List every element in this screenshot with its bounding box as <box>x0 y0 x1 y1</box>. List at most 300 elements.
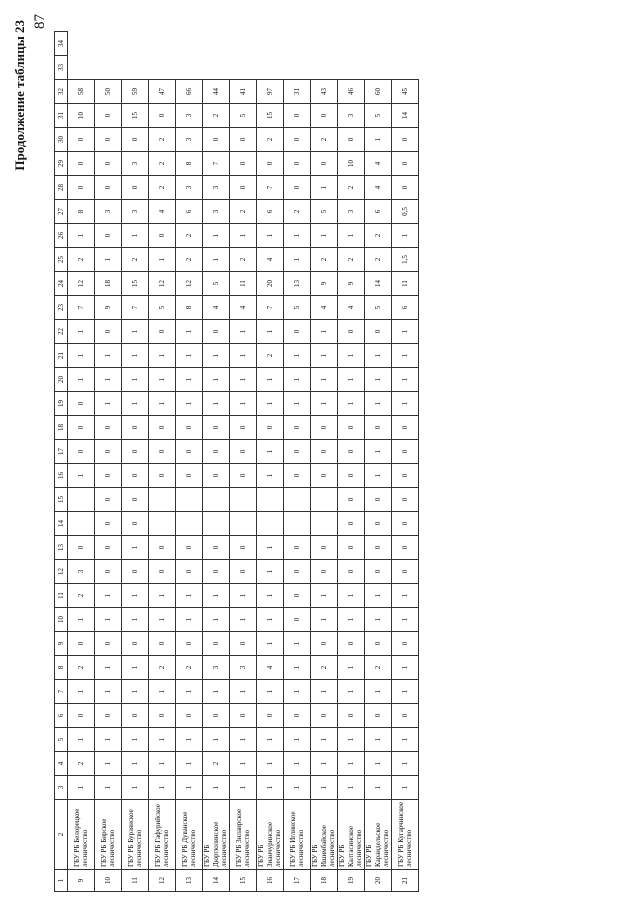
column-header: 22 <box>55 320 68 344</box>
column-header: 13 <box>55 536 68 560</box>
value-cell: 3 <box>68 560 95 584</box>
value-cell: 0 <box>230 128 257 152</box>
value-cell: 0 <box>95 104 122 128</box>
value-cell: 1 <box>203 776 230 800</box>
value-cell: 0 <box>176 416 203 440</box>
value-cell: 2 <box>230 248 257 272</box>
value-cell: 7 <box>203 152 230 176</box>
value-cell: 11 <box>230 272 257 296</box>
value-cell: 0 <box>338 464 365 488</box>
value-cell: 1 <box>95 728 122 752</box>
value-cell: 2 <box>311 656 338 680</box>
value-cell: 2 <box>365 248 392 272</box>
value-cell: 1 <box>392 584 419 608</box>
column-header: 4 <box>55 752 68 776</box>
value-cell: 1 <box>68 464 95 488</box>
value-cell: 9 <box>95 296 122 320</box>
value-cell: 10 <box>68 104 95 128</box>
value-cell: 7 <box>122 296 149 320</box>
value-cell: 0 <box>365 632 392 656</box>
forestry-name: ГБУ РБ Бирское лесничество <box>95 800 122 870</box>
value-cell: 1 <box>284 224 311 248</box>
value-cell: 0 <box>176 632 203 656</box>
value-cell: 1 <box>257 632 284 656</box>
column-header: 29 <box>55 152 68 176</box>
value-cell: 3 <box>122 200 149 224</box>
value-cell: 1 <box>68 344 95 368</box>
value-cell: 0 <box>230 632 257 656</box>
value-cell: 1 <box>230 320 257 344</box>
value-cell: 1 <box>176 776 203 800</box>
value-cell: 15 <box>257 104 284 128</box>
column-header: 15 <box>55 488 68 512</box>
value-cell: 1 <box>311 392 338 416</box>
value-cell: 1,5 <box>392 248 419 272</box>
column-header: 2 <box>55 800 68 870</box>
value-cell: 0 <box>176 704 203 728</box>
value-cell <box>230 512 257 536</box>
value-cell: 1 <box>230 584 257 608</box>
value-cell: 1 <box>284 680 311 704</box>
value-cell: 1 <box>149 344 176 368</box>
value-cell: 0 <box>95 560 122 584</box>
value-cell: 0 <box>230 176 257 200</box>
value-cell: 0 <box>392 632 419 656</box>
row-number: 17 <box>284 870 311 892</box>
value-cell: 0 <box>122 488 149 512</box>
value-cell: 1 <box>365 584 392 608</box>
value-cell: 0 <box>203 632 230 656</box>
value-cell <box>311 512 338 536</box>
value-cell: 1 <box>176 344 203 368</box>
value-cell <box>68 488 95 512</box>
value-cell: 0 <box>68 536 95 560</box>
value-cell: 2 <box>176 656 203 680</box>
value-cell: 0 <box>149 224 176 248</box>
value-cell: 0 <box>230 416 257 440</box>
value-cell: 1 <box>122 224 149 248</box>
value-cell: 1 <box>284 368 311 392</box>
value-cell: 1 <box>311 680 338 704</box>
value-cell: 7 <box>68 296 95 320</box>
value-cell: 1 <box>149 728 176 752</box>
value-cell: 0 <box>68 416 95 440</box>
value-cell: 1 <box>311 752 338 776</box>
value-cell: 1 <box>122 320 149 344</box>
value-cell: 1 <box>365 728 392 752</box>
value-cell: 1 <box>338 752 365 776</box>
value-cell: 12 <box>176 272 203 296</box>
value-cell: 45 <box>392 80 419 104</box>
value-cell: 0 <box>392 560 419 584</box>
value-cell: 0 <box>68 440 95 464</box>
table-caption: Продолжение таблицы 23 <box>12 20 27 171</box>
table-row <box>230 32 257 892</box>
value-cell: 4 <box>257 248 284 272</box>
value-cell: 0 <box>284 104 311 128</box>
value-cell: 0 <box>149 104 176 128</box>
value-cell: 0 <box>365 560 392 584</box>
value-cell: 1 <box>203 728 230 752</box>
value-cell: 0 <box>122 632 149 656</box>
value-cell: 1 <box>392 728 419 752</box>
value-cell: 14 <box>365 272 392 296</box>
value-cell: 12 <box>68 272 95 296</box>
value-cell <box>203 512 230 536</box>
value-cell: 1 <box>365 680 392 704</box>
value-cell: 0 <box>95 224 122 248</box>
value-cell: 1 <box>392 680 419 704</box>
column-header: 33 <box>55 56 68 80</box>
value-cell: 0 <box>338 320 365 344</box>
value-cell: 1 <box>95 584 122 608</box>
value-cell: 1 <box>392 776 419 800</box>
value-cell: 0 <box>392 440 419 464</box>
value-cell: 0 <box>95 704 122 728</box>
value-cell: 0 <box>257 704 284 728</box>
value-cell: 1 <box>95 248 122 272</box>
value-cell: 0 <box>68 392 95 416</box>
value-cell: 0 <box>149 536 176 560</box>
value-cell: 1 <box>176 584 203 608</box>
value-cell: 0 <box>284 128 311 152</box>
value-cell: 1 <box>338 656 365 680</box>
value-cell: 0 <box>311 464 338 488</box>
value-cell: 7 <box>257 296 284 320</box>
value-cell: 0 <box>230 560 257 584</box>
value-cell: 6 <box>392 296 419 320</box>
value-cell: 1 <box>257 440 284 464</box>
value-cell: 2 <box>68 584 95 608</box>
value-cell: 9 <box>338 272 365 296</box>
value-cell: 1 <box>284 728 311 752</box>
column-header: 18 <box>55 416 68 440</box>
value-cell: 0 <box>284 320 311 344</box>
value-cell: 0 <box>203 560 230 584</box>
value-cell: 0 <box>392 128 419 152</box>
value-cell: 0 <box>122 440 149 464</box>
value-cell: 0 <box>284 176 311 200</box>
value-cell: 0 <box>176 440 203 464</box>
value-cell: 0 <box>284 416 311 440</box>
value-cell: 1 <box>365 368 392 392</box>
value-cell: 1 <box>95 680 122 704</box>
value-cell: 1 <box>122 344 149 368</box>
value-cell: 8 <box>176 152 203 176</box>
value-cell: 6 <box>176 200 203 224</box>
value-cell: 7 <box>257 176 284 200</box>
table-row <box>122 32 149 892</box>
value-cell: 3 <box>203 656 230 680</box>
value-cell: 1 <box>95 608 122 632</box>
value-cell: 1 <box>392 320 419 344</box>
value-cell: 8 <box>68 200 95 224</box>
value-cell: 2 <box>365 224 392 248</box>
value-cell: 0 <box>68 152 95 176</box>
column-header: 6 <box>55 704 68 728</box>
table-row <box>284 32 311 892</box>
value-cell: 1 <box>122 752 149 776</box>
value-cell: 8 <box>176 296 203 320</box>
column-header: 11 <box>55 584 68 608</box>
value-cell: 5 <box>230 104 257 128</box>
value-cell: 1 <box>230 776 257 800</box>
value-cell: 0 <box>95 536 122 560</box>
value-cell: 1 <box>176 608 203 632</box>
value-cell: 0 <box>392 152 419 176</box>
column-header: 8 <box>55 656 68 680</box>
forestry-name: ГБУ РБ Иглинское лесничество <box>284 800 311 870</box>
value-cell: 0 <box>203 440 230 464</box>
value-cell: 0 <box>68 704 95 728</box>
value-cell: 0 <box>257 152 284 176</box>
value-cell: 1 <box>230 392 257 416</box>
value-cell: 1 <box>122 608 149 632</box>
value-cell: 0 <box>122 560 149 584</box>
value-cell: 15 <box>122 104 149 128</box>
table-row <box>365 32 392 892</box>
column-header: 14 <box>55 512 68 536</box>
value-cell: 0 <box>68 176 95 200</box>
value-cell: 0 <box>68 128 95 152</box>
value-cell: 1 <box>392 368 419 392</box>
value-cell: 0 <box>392 176 419 200</box>
value-cell: 1 <box>284 656 311 680</box>
value-cell: 1 <box>203 368 230 392</box>
row-number: 14 <box>203 870 230 892</box>
forestry-name: ГБУ РБ Белорецкое лесничество <box>68 800 95 870</box>
value-cell: 47 <box>149 80 176 104</box>
value-cell: 1 <box>311 224 338 248</box>
table-row <box>95 32 122 892</box>
value-cell: 1 <box>176 728 203 752</box>
value-cell: 1 <box>230 224 257 248</box>
value-cell: 2 <box>68 656 95 680</box>
value-cell: 1 <box>149 776 176 800</box>
value-cell: 18 <box>95 272 122 296</box>
value-cell: 31 <box>284 80 311 104</box>
row-number: 13 <box>176 870 203 892</box>
value-cell: 1 <box>311 176 338 200</box>
value-cell: 1 <box>149 680 176 704</box>
value-cell: 6 <box>257 200 284 224</box>
value-cell: 1 <box>95 752 122 776</box>
value-cell: 0 <box>392 704 419 728</box>
forestry-name: ГБУ РБ Зианчуринское лесничество <box>257 800 284 870</box>
value-cell: 2 <box>284 200 311 224</box>
value-cell: 0 <box>311 416 338 440</box>
value-cell: 0 <box>203 128 230 152</box>
column-header: 1 <box>55 870 68 892</box>
value-cell: 66 <box>176 80 203 104</box>
value-cell: 1 <box>122 368 149 392</box>
value-cell: 0 <box>230 152 257 176</box>
value-cell: 2 <box>149 176 176 200</box>
value-cell: 6 <box>365 200 392 224</box>
value-cell: 1 <box>122 776 149 800</box>
value-cell <box>257 488 284 512</box>
value-cell: 1 <box>257 776 284 800</box>
value-cell: 1 <box>176 320 203 344</box>
value-cell: 1 <box>149 248 176 272</box>
value-cell: 1 <box>257 680 284 704</box>
value-cell: 0 <box>311 632 338 656</box>
value-cell: 0 <box>95 512 122 536</box>
value-cell: 0 <box>149 704 176 728</box>
value-cell: 2 <box>203 104 230 128</box>
value-cell: 0 <box>311 440 338 464</box>
value-cell: 1 <box>230 608 257 632</box>
column-header: 27 <box>55 200 68 224</box>
value-cell: 0 <box>338 560 365 584</box>
value-cell: 3 <box>338 200 365 224</box>
value-cell: 1 <box>284 752 311 776</box>
value-cell: 0 <box>257 416 284 440</box>
value-cell: 0 <box>284 440 311 464</box>
value-cell: 1 <box>122 728 149 752</box>
value-cell: 0 <box>230 440 257 464</box>
value-cell: 0 <box>122 704 149 728</box>
row-number: 20 <box>365 870 392 892</box>
row-number: 18 <box>311 870 338 892</box>
value-cell: 10 <box>338 152 365 176</box>
value-cell: 1 <box>257 752 284 776</box>
value-cell: 1 <box>230 368 257 392</box>
value-cell: 1 <box>203 584 230 608</box>
value-cell: 0 <box>365 488 392 512</box>
column-header: 9 <box>55 632 68 656</box>
value-cell: 1 <box>68 728 95 752</box>
value-cell: 0 <box>365 704 392 728</box>
column-header: 10 <box>55 608 68 632</box>
value-cell: 0 <box>338 440 365 464</box>
value-cell: 0 <box>95 632 122 656</box>
value-cell: 1 <box>95 368 122 392</box>
value-cell: 5 <box>284 296 311 320</box>
forestry-name: ГБУ РБ Кугарчинское лесничество <box>392 800 419 870</box>
value-cell: 1 <box>311 368 338 392</box>
value-cell: 3 <box>122 152 149 176</box>
value-cell: 2 <box>311 128 338 152</box>
value-cell: 0 <box>338 704 365 728</box>
page-number: 87 <box>32 14 48 29</box>
value-cell: 9 <box>311 272 338 296</box>
value-cell: 0 <box>392 416 419 440</box>
value-cell: 0 <box>365 416 392 440</box>
value-cell: 0 <box>311 704 338 728</box>
value-cell <box>311 488 338 512</box>
value-cell: 97 <box>257 80 284 104</box>
value-cell <box>68 512 95 536</box>
value-cell <box>257 512 284 536</box>
data-table <box>54 31 419 892</box>
value-cell: 0 <box>149 560 176 584</box>
value-cell: 41 <box>230 80 257 104</box>
value-cell: 1 <box>149 392 176 416</box>
value-cell: 2 <box>176 224 203 248</box>
value-cell: 1 <box>149 752 176 776</box>
value-cell: 0 <box>149 440 176 464</box>
value-cell: 59 <box>122 80 149 104</box>
value-cell: 1 <box>365 344 392 368</box>
row-number: 11 <box>122 870 149 892</box>
value-cell: 1 <box>257 224 284 248</box>
column-header: 16 <box>55 464 68 488</box>
value-cell: 0 <box>392 512 419 536</box>
value-cell: 1 <box>392 656 419 680</box>
row-number: 19 <box>338 870 365 892</box>
value-cell: 2 <box>149 128 176 152</box>
table-row <box>338 32 365 892</box>
value-cell: 60 <box>365 80 392 104</box>
value-cell: 0 <box>149 464 176 488</box>
value-cell: 1 <box>257 560 284 584</box>
value-cell: 1 <box>392 224 419 248</box>
value-cell: 1 <box>257 536 284 560</box>
value-cell: 4 <box>203 296 230 320</box>
value-cell: 1 <box>176 368 203 392</box>
value-cell: 3 <box>230 656 257 680</box>
value-cell: 1 <box>149 608 176 632</box>
value-cell: 0 <box>392 536 419 560</box>
value-cell: 1 <box>203 344 230 368</box>
row-number: 9 <box>68 870 95 892</box>
value-cell: 0 <box>176 464 203 488</box>
value-cell: 2 <box>149 656 176 680</box>
value-cell: 1 <box>68 608 95 632</box>
value-cell: 0 <box>176 536 203 560</box>
value-cell: 1 <box>230 344 257 368</box>
value-cell: 1 <box>230 752 257 776</box>
value-cell: 0 <box>284 704 311 728</box>
column-header: 30 <box>55 128 68 152</box>
value-cell: 1 <box>338 608 365 632</box>
value-cell: 1 <box>257 728 284 752</box>
column-header: 7 <box>55 680 68 704</box>
value-cell: 2 <box>203 752 230 776</box>
value-cell: 1 <box>203 224 230 248</box>
value-cell: 5 <box>365 104 392 128</box>
value-cell: 0 <box>203 704 230 728</box>
value-cell: 0 <box>365 512 392 536</box>
value-cell: 0 <box>149 632 176 656</box>
table-row <box>149 32 176 892</box>
value-cell: 1 <box>284 632 311 656</box>
column-header: 20 <box>55 368 68 392</box>
value-cell: 1 <box>338 728 365 752</box>
table-row <box>311 32 338 892</box>
value-cell: 1 <box>257 368 284 392</box>
value-cell: 43 <box>311 80 338 104</box>
value-cell: 2 <box>176 248 203 272</box>
value-cell: 0 <box>311 536 338 560</box>
value-cell: 1 <box>95 344 122 368</box>
value-cell: 1 <box>203 248 230 272</box>
rotated-page-content <box>12 12 632 892</box>
value-cell: 0 <box>338 512 365 536</box>
value-cell: 2 <box>257 344 284 368</box>
value-cell: 0 <box>203 536 230 560</box>
value-cell: 13 <box>284 272 311 296</box>
forestry-name: ГБУ РБ Ишимбайское лесничество <box>311 800 338 870</box>
value-cell: 1 <box>284 248 311 272</box>
forestry-name: ГБУ РБ Бурзянское лесничество <box>122 800 149 870</box>
value-cell: 1 <box>257 464 284 488</box>
value-cell: 2 <box>68 752 95 776</box>
value-cell: 1 <box>203 680 230 704</box>
value-cell: 1 <box>230 680 257 704</box>
value-cell: 1 <box>392 344 419 368</box>
